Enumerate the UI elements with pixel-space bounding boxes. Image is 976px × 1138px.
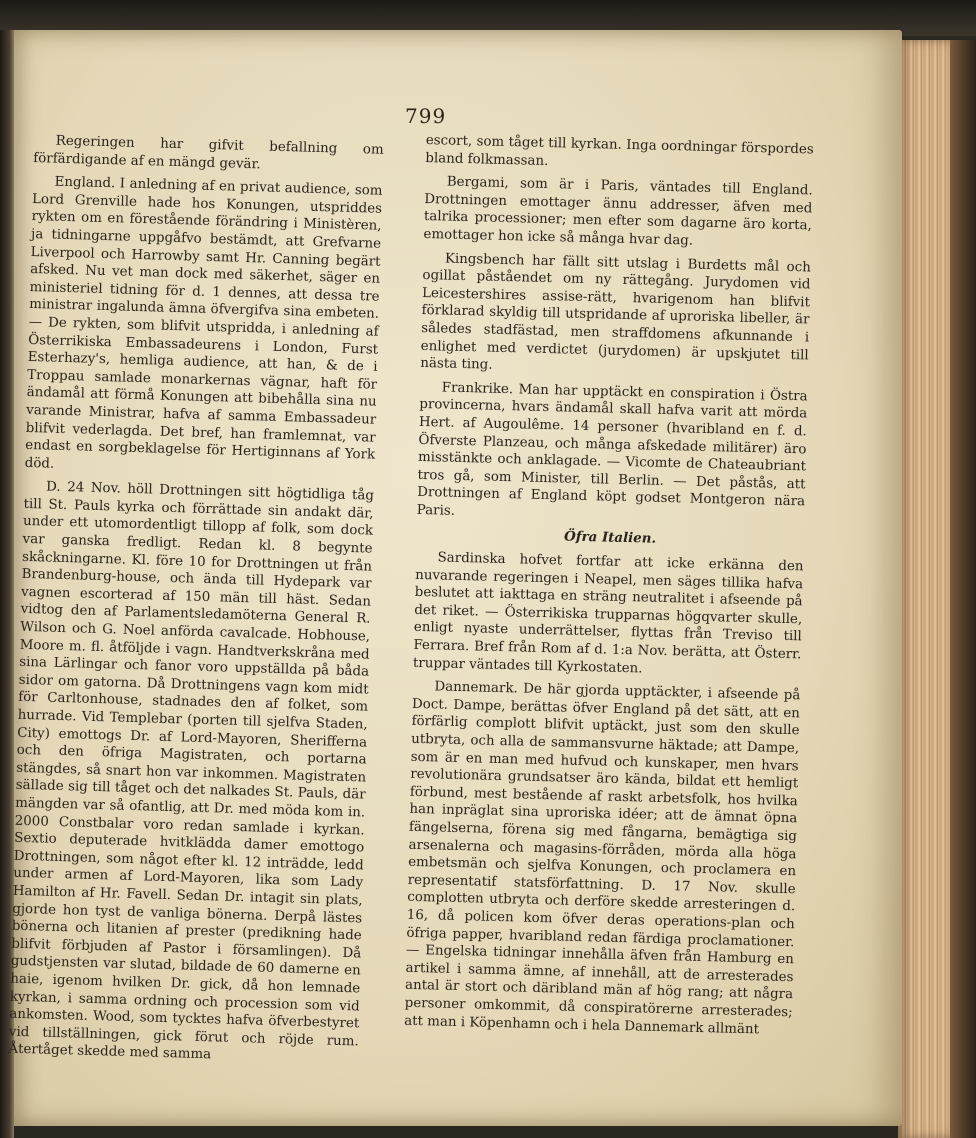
section-heading-ofra-italien: Öfra Italien. (563, 528, 657, 548)
paragraph-drottningen-tag: D. 24 Nov. höll Drottningen sitt högtidliga tåg till St. Pauls kyrka och förrättade sin andakt där, under ett utomordentligt tillopp af folk, som dock var ganska fredligt. Redan kl. 8 begynte skåckningarne. Kl. före 10 for Drottningen ut från Brandenburg-house, och ända till Hydepark var vagnen escorterad af 150 män till häst. Sedan vidtog den af Parlamentsledamöterna General R. Wilson och G. Noel anförda cavalcade. Hobhouse, Moore m. fl. åtföljde i vagn. Handtverkskråna med sina Lärlingar och fanor voro uppställda på båda sidor om gatorna. Då Drottningens vagn kom midt för Carltonhouse, stadnades den af folket, som hurrade. Vid Templebar (porten till sjelfva Staden, City) emottogs Dr. af Lord-Mayoren, Sheriffernа och den öfriga Magistraten, och portarna stängdes, så snart hon var inkommen. Magistraten sällade sig till tåget och det nalkades St. Pauls, där mängden var så ofantlig, att Dr. med möda kom in. 2000 Constbalar voro redan samlade i kyrkan. Sextio deputerade hvitklädda damer emottogo Drottningen, som något efter kl. 12 inträdde, ledd under armen af Lord-Mayoren, lika som Lady Hamilton af Hr. Favell. Sedan Dr. intagit sin plats, gjorde hon tyst de vanliga bönerna. Derpå lästes bönerna och litanien af prester (predikning hade blifvit förbjuden af Pastor i församlingen). Då gudstjensten var slutad, bildade de 60 damerne en haie, igenom hvilken Dr. gick, då hon lemnade kyrkan, i samma ordning och procession som vid ankomsten. Wood, som tycktes hafva öfverbestyret vid tillställningen, gick förut och röjde rum. Återtåget skedde med samma (8, 479, 375, 1063)
page-edge-stack (898, 40, 958, 1138)
paragraph-regeringen: Regeringen har gifvit befallning om förfärdigande af en mängd gevär. (33, 133, 384, 172)
right-column (404, 132, 814, 1039)
page-number: 799 (405, 104, 447, 128)
paragraph-frankrike: Frankrike. Man har upptäckt en conspiration i Östra provincerna, hvars ändamål skall hafva varit att mörda Hert. af Augoulême. 14 personer (hvaribland en f. d. Öfverste Planzeau, och många afskedade militärer) äro misstänkte och anklagade. — Vicomte de Chateaubriant tros gå, som Minister, till Berlin. — Det påstås, att Drottningen af England köpt godset Montgeron nära Paris. (416, 380, 808, 519)
left-column (8, 132, 384, 1068)
book-cover-edge (950, 40, 976, 1138)
paragraph-kingsbench: Kingsbench har fällt sitt utslag i Burdetts mål och ogillat påståendet om ny rättegång. Jurydomen vid Leicestershires assise-rätt, hvarigenom han blifvit förklarad skyldig till utspridande af uproriska libeller, är således stadfästad, men straffdomens afkunnande i enlighet med verdictet (jurydomen) är upskjutet till nästa ting. (420, 251, 811, 373)
paragraph-bergami: Bergami, som är i Paris, väntades till England. Drottningen emottager ännu addresser, äfven med talrika processioner; men efter som dagarne äro korta, emottager hon icke så många hvar dag. (423, 174, 813, 249)
paragraph-italien: Sardinska hofvet fortfar att icke erkänna den nuvarande regeringen i Neapel, men säges tillika hafva beslutet att iakttaga en sträng neutralitet i afseende på det riket. — Österrikiska trupparnas högqvarter skulle, enligt nyaste underrättelser, flyttas från Treviso till Ferrara. Bref från Rom af d. 1:a Nov. berätta, att Österr. truppar väntades till Kyrkostaten. (412, 550, 804, 677)
paragraph-dannemark: Dannemark. De här gjorda upptäckter, i afseende på Doct. Dampe, berättas öfver England på det sätt, att en förfärlig complott blifvit uptäckt, just som den skulle utbryta, och alla de sammansvurne häktade; att Dampe, som är en man med hufvud och kunskaper, men hvars revolutionära grundsatser äro kända, bildat ett hemligt förbund, mest bestående af raskt arbetsfolk, hos hvilka han inpräglat sina uproriska idéer; att de ämnat öpna fängelserna, förena sig med fångarna, bemägtiga sig arsenalerna och magasins-förråden, mörda alla höga embetsmän och sjelfva Konungen, och proclamera en representatif statsförfattning. D. 17 Nov. skulle complotten utbryta och derföre skedde arresteringen d. 16, då policen kom öfver deras operations-plan och öfriga papper, hvaribland redan färdiga proclamationer. — Engelska tidningar innehålla äfven från Hamburg en artikel i samma ämne, af innehåll, att de arresterades antal är stort och däribland män af hög rang; att några personer omkommit, då conspiratörerne arresterades; att man i Köpenhamn och i hela Dannemark allmänt (404, 679, 801, 1037)
paragraph-england: England. I anledning af en privat audience, som Lord Grenville hade hos Konungen, utspriddes rykten om en förestående förändring i Ministèren, ja tidningarne uppgåfvo bestämdt, att Grefvarne Liverpool och Harrowby samt Hr. Canning begärt afsked. Nu vet man dock med säkerhet, säger en ministeriel tidning för d. 1 dennes, att dessa tre ministrar ingalunda ämna öfvergifva sina embeten. — De rykten, som blifvit utspridda, i anledning af Österrikiska Embassadeurens i London, Furst Esterhazy's, hemliga audience, att han, & de i Troppau samlade monarkernas vägnar, haft för ändamål att förmå Konungen att bibehålla sina nu varande Ministrar, hafva af samma Embassadeur blifvit vederlagda. Det bref, han framlemnat, var endast en sorgbeklagelse för Hertiginnans af York död. (24, 174, 383, 472)
paragraph-escort: escort, som tåget till kyrkan. Inga oordningar förspordes bland folkmassan. (425, 132, 814, 169)
